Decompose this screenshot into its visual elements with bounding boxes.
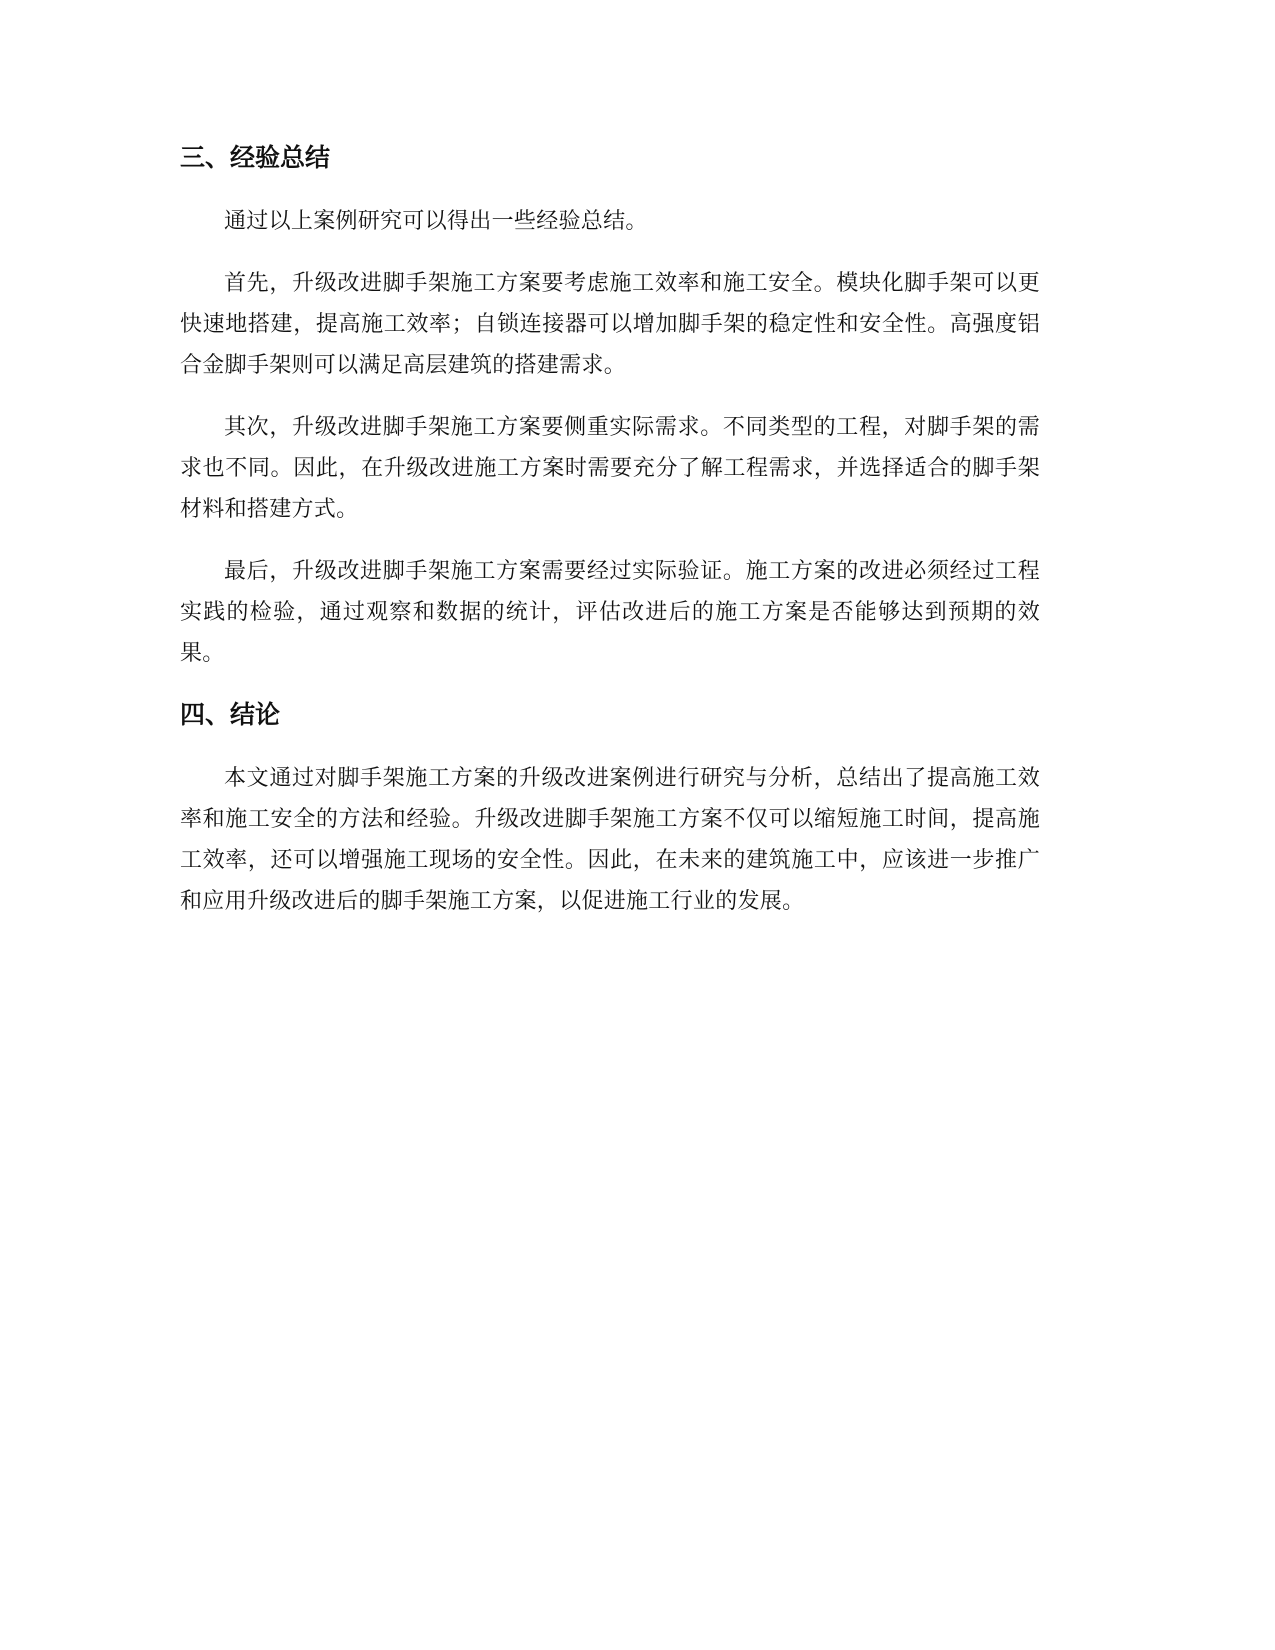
section-heading: 三、经验总结 [180,143,331,172]
section-experience-summary [180,138,1040,674]
paragraph: 首先，升级改进脚手架施工方案要考虑施工效率和施工安全。模块化脚手架可以更快速地搭建，提高施工效率；自锁连接器可以增加脚手架的稳定性和安全性。高强度铝合金脚手架则可以满足高层建筑的搭建需求。 [180,271,1040,378]
section-conclusion [180,695,1040,922]
paragraph: 本文通过对脚手架施工方案的升级改进案例进行研究与分析，总结出了提高施工效率和施工安全的方法和经验。升级改进脚手架施工方案不仅可以缩短施工时间，提高施工效率，还可以增强施工现场的安全性。因此，在未来的建筑施工中，应该进一步推广和应用升级改进后的脚手架施工方案，以促进施工行业的发展。 [180,766,1040,914]
paragraph: 通过以上案例研究可以得出一些经验总结。 [224,209,648,234]
paragraph: 最后，升级改进脚手架施工方案需要经过实际验证。施工方案的改进必须经过工程实践的检验，通过观察和数据的统计，评估改进后的施工方案是否能够达到预期的效果。 [180,559,1040,666]
document-page [180,138,1040,943]
section-heading: 四、结论 [180,700,281,729]
paragraph: 其次，升级改进脚手架施工方案要侧重实际需求。不同类型的工程，对脚手架的需求也不同。因此，在升级改进施工方案时需要充分了解工程需求，并选择适合的脚手架材料和搭建方式。 [180,415,1040,522]
